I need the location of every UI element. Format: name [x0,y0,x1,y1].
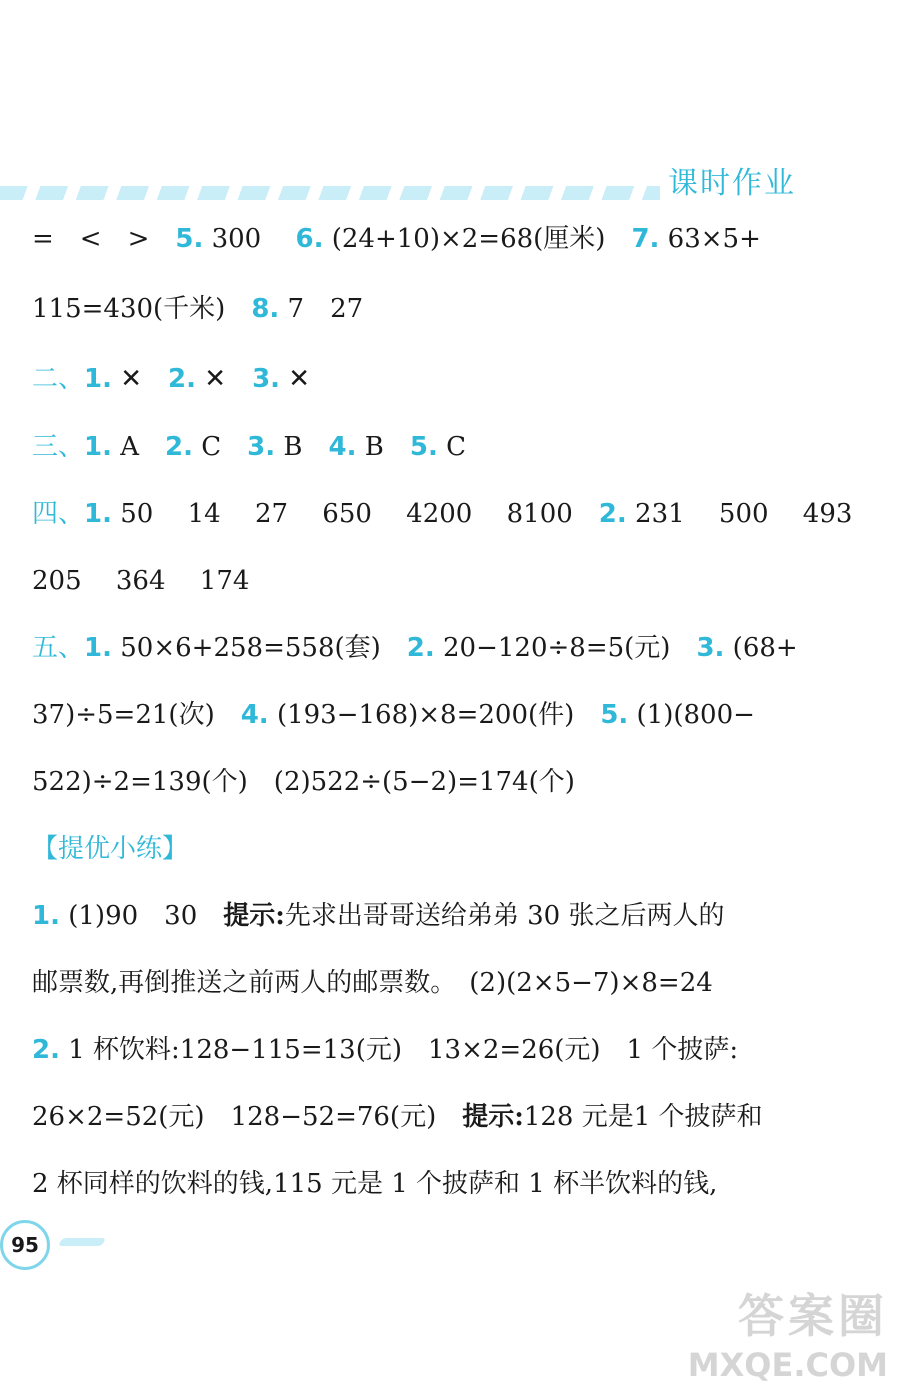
answer-line [32,497,852,531]
answer-text: 37)÷5=21(次) [32,700,241,730]
question-number: 1. [84,499,112,529]
answer-line [32,362,310,396]
question-number: 3. [696,633,725,663]
answer-text: 205 364 174 [32,566,250,596]
answer-line [32,292,363,326]
answer-text: 63×5+ [659,224,761,254]
question-number: 5. [175,224,204,254]
hint-label: 提示: [462,1102,524,1132]
answer-text: 115=430(千米) [32,294,252,324]
section-label: 二、 [32,364,85,394]
answer-line [32,832,188,866]
answer-text: 522)÷2=139(个) (2)522÷(5−2)=174(个) [32,767,575,797]
question-number: 5. [600,700,629,730]
answer-text: (24+10)×2=68(厘米) [323,224,632,254]
answer-line [32,222,761,256]
answer-text: (68+ [724,633,798,663]
watermark-logo: 答案圈 [738,1289,888,1343]
answer-text: 26×2=52(元) 128−52=76(元) [32,1102,463,1132]
section-label: 五、 [32,633,85,663]
header-decoration [0,186,660,200]
answer-text: C [193,432,248,462]
answer-text: ✕ [111,364,169,394]
answer-text: 300 [203,224,296,254]
answer-text: B [275,432,329,462]
answer-line [32,631,798,665]
answer-text: 231 500 493 [626,499,853,529]
answer-line [32,1100,763,1134]
question-number: 4. [240,700,269,730]
question-number: 2. [168,364,197,394]
question-number: 1. [84,364,112,394]
section-label: 四、 [32,499,85,529]
section-label: 【提优小练】 [32,834,189,864]
answer-line [32,564,249,598]
answer-text: 邮票数,再倒推送之前两人的邮票数。 (2)(2×5−7)×8=24 [32,968,713,998]
answer-line [32,966,713,1000]
hint-label: 提示: [223,901,285,931]
question-number: 2. [165,432,193,462]
answer-text: (193−168)×8=200(件) [268,700,601,730]
answer-text: 7 27 [279,294,364,324]
watermark [688,1280,888,1384]
answer-text: C [437,432,466,462]
answer-text: 50 14 27 650 4200 8100 [111,499,599,529]
question-number: 3. [247,432,276,462]
question-number: 1. [32,901,60,931]
page-number-decoration [58,1238,107,1246]
answer-text: = < > [32,224,176,254]
question-number: 5. [409,432,438,462]
watermark-url: MXQE.COM [687,1346,888,1384]
answer-line [32,899,724,933]
answer-text: 128 元是1 个披萨和 [523,1102,763,1132]
answer-text: (1)(800− [628,700,755,730]
question-number: 8. [251,294,280,324]
answer-text: (1)90 30 [59,901,224,931]
answer-text: ✕ [280,364,311,394]
page-number: 95 [0,1220,50,1270]
question-number: 7. [631,224,660,254]
question-number: 2. [32,1035,60,1065]
answer-text: 先求出哥哥送给弟弟 30 张之后两人的 [284,901,725,931]
question-number: 1. [84,633,112,663]
answer-line [32,1167,717,1201]
question-number: 3. [252,364,281,394]
answer-text: 2 杯同样的饮料的钱,115 元是 1 个披萨和 1 杯半饮料的钱, [32,1169,718,1199]
header-title: 课时作业 [668,166,796,201]
section-label: 三、 [32,432,85,462]
question-number: 2. [598,499,627,529]
answer-line [32,430,466,464]
answer-text: 50×6+258=558(套) [111,633,407,663]
answer-line [32,698,755,732]
answer-text: 1 杯饮料:128−115=13(元) 13×2=26(元) 1 个披萨: [59,1035,739,1065]
answer-text: 20−120÷8=5(元) [434,633,697,663]
answer-line [32,765,575,799]
question-number: 2. [406,633,435,663]
answer-text: ✕ [196,364,253,394]
question-number: 1. [84,432,112,462]
answer-line [32,1033,738,1067]
question-number: 4. [328,432,357,462]
question-number: 6. [295,224,324,254]
answer-text: A [111,432,166,462]
answer-text: B [356,432,410,462]
